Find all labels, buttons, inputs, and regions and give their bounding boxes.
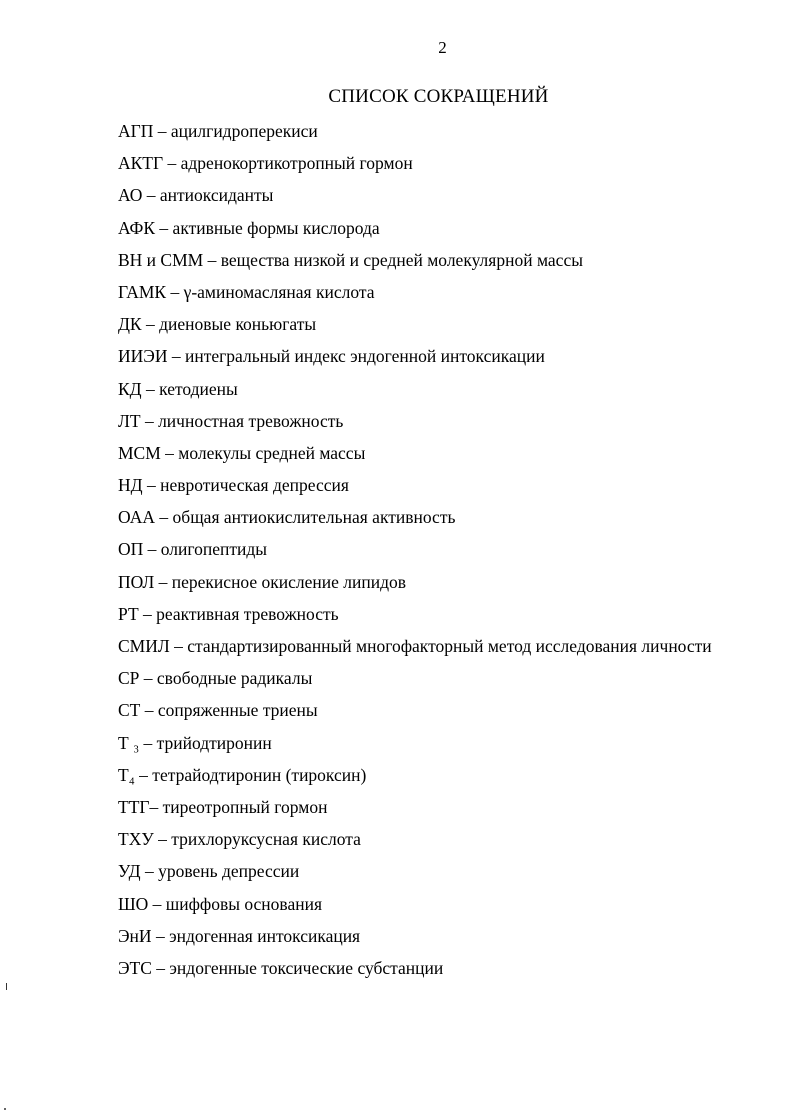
abbreviation: ЭнИ (118, 925, 152, 946)
list-item (118, 276, 758, 308)
definition: – перекисное окисление липидов (154, 571, 407, 592)
scan-artifact-dot (4, 1108, 6, 1110)
definition: – интегральный индекс эндогенной интоксикации (167, 346, 545, 367)
list-item (118, 888, 758, 920)
definition: – олигопептиды (143, 539, 268, 560)
definition: – адренокортикотропный гормон (163, 153, 413, 174)
definition: – диеновые коньюгаты (141, 314, 317, 335)
definition: – реактивная тревожность (138, 603, 339, 624)
abbreviation: АГП (118, 121, 154, 141)
list-item (118, 791, 758, 823)
list-item (118, 759, 758, 791)
list-item (118, 340, 758, 372)
abbreviation: ОАА (118, 507, 156, 528)
definition: – трихлоруксусная кислота (153, 829, 361, 850)
definition: – тетрайодтиронин (тироксин) (134, 764, 367, 785)
definition: – ацилгидроперекиси (153, 121, 318, 141)
page-title: СПИСОК СОКРАЩЕНИЙ (328, 86, 549, 107)
abbreviation: СТ (118, 700, 141, 721)
definition: – уровень депрессии (140, 861, 300, 882)
abbreviation-list (118, 115, 758, 984)
abbreviation: СР (118, 668, 140, 689)
definition: – тиреотропный гормон (149, 796, 328, 817)
abbreviation: ПОЛ (118, 571, 155, 592)
abbreviation: ТТГ (118, 796, 150, 817)
definition: – сопряженные триены (140, 700, 318, 721)
list-item (118, 855, 758, 887)
scan-artifact-mark (6, 983, 7, 990)
abbreviation: АО (118, 185, 143, 206)
list-item (118, 823, 758, 855)
definition: – свободные радикалы (139, 668, 313, 689)
list-item (118, 533, 758, 565)
abbreviation: ОП (118, 539, 144, 560)
definition: – вещества низкой и средней молекулярной массы (203, 249, 583, 270)
abbreviation: ШО (118, 893, 149, 914)
list-item (118, 727, 758, 759)
definition: – общая антиокислительная активность (155, 507, 456, 528)
list-item (118, 566, 758, 598)
abbreviation: ТХУ (118, 829, 154, 850)
abbreviation: УД (118, 861, 141, 882)
list-item (118, 437, 758, 469)
abbreviation: Т₄ (118, 764, 135, 785)
definition: – кетодиены (141, 378, 238, 399)
list-item (118, 920, 758, 952)
definition: – трийодтиронин (139, 732, 272, 753)
abbreviation: ВН и СММ (118, 249, 204, 270)
definition: – антиоксиданты (142, 185, 274, 206)
list-item (118, 469, 758, 501)
abbreviation: ГАМК (118, 281, 167, 302)
definition: – эндогенная интоксикация (151, 925, 361, 946)
abbreviation: Т ₃ (118, 732, 140, 753)
abbreviation: МСМ (118, 442, 161, 463)
abbreviation: СМИЛ (118, 636, 170, 656)
list-item (118, 405, 758, 437)
abbreviation: ЛТ (118, 410, 141, 431)
definition: – стандартизированный многофакторный метод исследования личности (169, 636, 712, 656)
list-item (118, 501, 758, 533)
definition: – молекулы средней массы (160, 442, 366, 463)
definition: – шиффовы основания (148, 893, 323, 914)
abbreviation: РТ (118, 603, 139, 624)
abbreviation: НД (118, 475, 143, 496)
abbreviation: АФК (118, 217, 156, 238)
definition: – личностная тревожность (140, 410, 344, 431)
abbreviation: АКТГ (118, 153, 164, 174)
list-item (118, 179, 758, 211)
list-item (118, 373, 758, 405)
definition: – γ-аминомасляная кислота (166, 281, 375, 302)
list-item (118, 212, 758, 244)
list-item (118, 630, 758, 662)
list-item (118, 115, 758, 147)
list-item (118, 598, 758, 630)
list-item (118, 952, 758, 984)
list-item (118, 662, 758, 694)
definition: – эндогенные токсические субстанции (151, 957, 444, 978)
abbreviation: ИИЭИ (118, 346, 168, 367)
list-item (118, 244, 758, 276)
definition: – активные формы кислорода (155, 217, 380, 238)
list-item (118, 694, 758, 726)
abbreviation: ЭТС (118, 957, 152, 978)
page-number: 2 (438, 38, 447, 57)
list-item (118, 147, 758, 179)
abbreviation: ДК (118, 314, 142, 335)
list-item (118, 308, 758, 340)
abbreviation: КД (118, 378, 142, 399)
definition: – невротическая депрессия (142, 475, 349, 496)
